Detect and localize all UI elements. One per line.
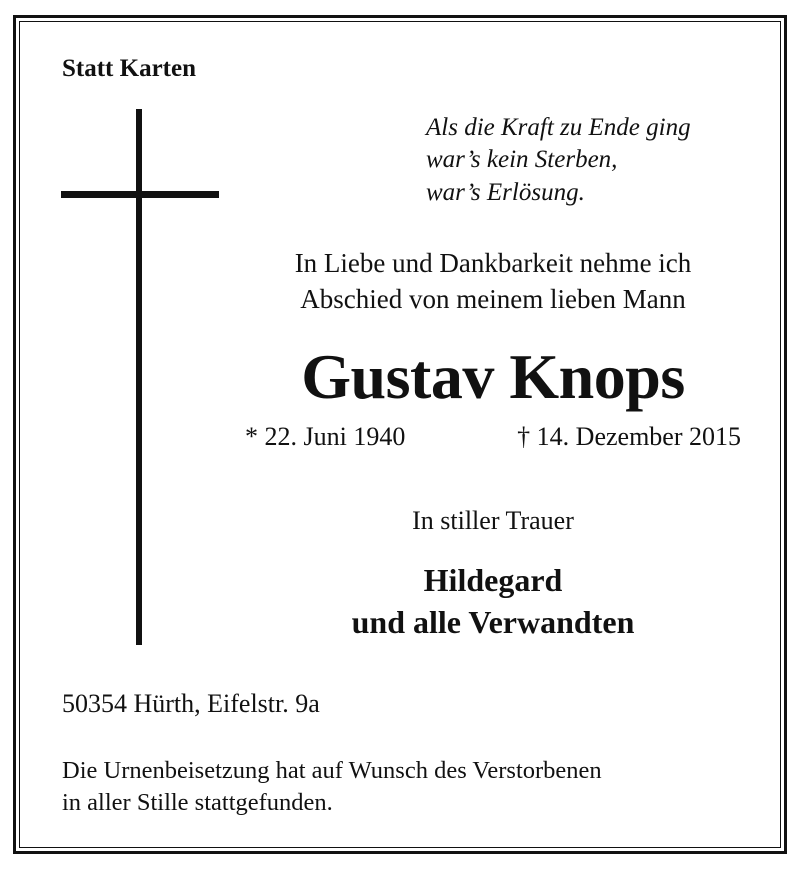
address: 50354 Hürth, Eifelstr. 9a [62,689,320,718]
quote-line-2: war’s kein Sterben, [426,146,618,173]
mourner-name: Hildegard [423,562,563,598]
quote-line-3: war’s Erlösung. [426,179,585,206]
mourning-line: In stiller Trauer [412,506,574,535]
intro-line-1: In Liebe und Dankbarkeit nehme ich [294,248,692,278]
birth-date: * 22. Juni 1940 [245,422,406,451]
deceased-name: Gustav Knops [301,341,685,412]
quote-line-1: Als die Kraft zu Ende ging [426,114,691,141]
intro-line-2: Abschied von meinem lieben Mann [300,284,686,314]
cross-icon-horizontal-beam [61,191,219,198]
mourner-relatives: und alle Verwandten [351,604,635,640]
life-dates [245,422,741,454]
cross-icon-vertical-beam [136,109,142,645]
notice-header: Statt Karten [62,55,196,82]
footer-line-1: Die Urnenbeisetzung hat auf Wunsch des Verstorbenen [62,757,602,784]
death-date: † 14. Dezember 2015 [517,422,741,451]
footer-line-2: in aller Stille stattgefunden. [62,789,333,816]
